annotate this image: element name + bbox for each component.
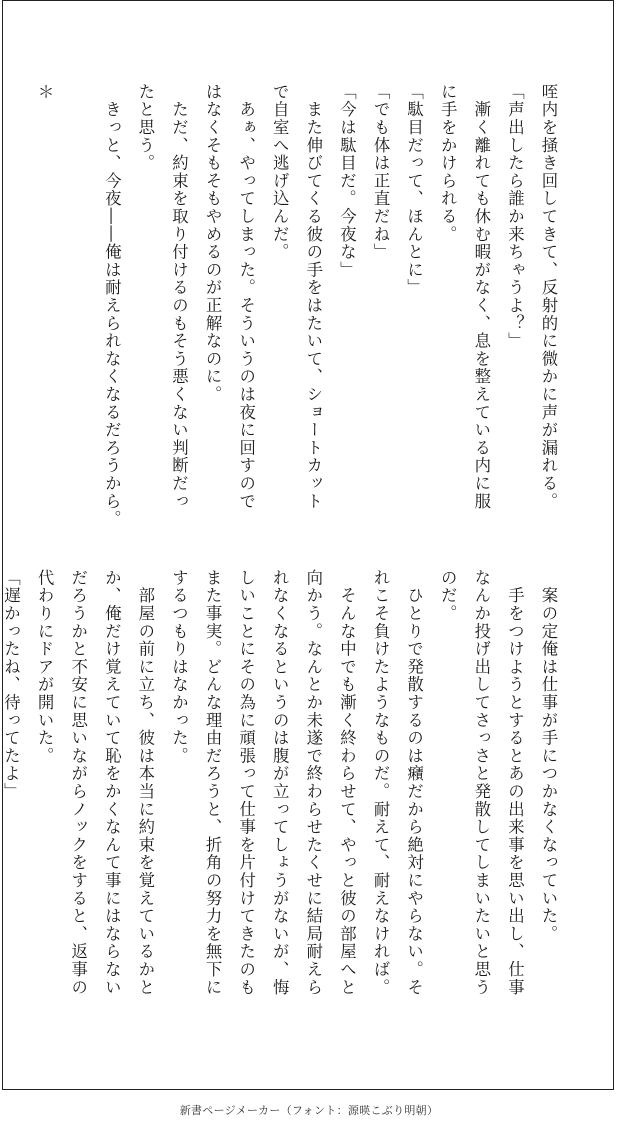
text-line: ＊ xyxy=(35,83,55,101)
text-line: なんか投げ出してさっさと発散してしまいたいと思う xyxy=(471,569,491,997)
book-page xyxy=(2,0,614,1090)
text-line: 咥内を掻き回してきて、反射的に微かに声が漏れる。 xyxy=(539,83,558,511)
text-line: 向かう。なんとか未遂で終わらせたくせに結局耐えら xyxy=(303,569,323,997)
text-line: しいことにその為に頑張って仕事を片付けてきたのも xyxy=(236,569,256,997)
text-line: れこそ負けたようなものだ。耐えて、耐えなければ。 xyxy=(371,569,391,997)
text-line: ひとりで発散するのは癪だから絶対にやらない。そ xyxy=(404,569,424,997)
text-line: あぁ、やってしまった。そういうのは夜に回すので xyxy=(236,83,256,511)
text-line: れなくなるというのは腹が立ってしょうがないが、悔 xyxy=(270,569,290,997)
text-line: で自室へ逃げ込んだ。 xyxy=(270,83,290,261)
text-line: また伸びてくる彼の手をはたいて、ショートカット xyxy=(303,83,323,511)
text-line: また事実。どんな理由だろうと、折角の努力を無下に xyxy=(203,569,223,997)
text-line: に手をかけられる。 xyxy=(438,83,458,244)
text-line: 漸く離れても休む暇がなく、息を整えている内に服 xyxy=(471,83,491,511)
text-line: そんな中でも漸く終わらせて、やっと彼の部屋へと xyxy=(337,569,357,997)
text-line: 手をつけようとするとあの出来事を思い出し、仕事 xyxy=(505,569,525,997)
text-line: 「遅かったね、待ってたよ」 xyxy=(1,569,21,801)
text-line xyxy=(61,83,95,543)
text-line: 「でも体は正直だね」 xyxy=(371,83,391,261)
text-line: たと思う。 xyxy=(135,83,155,172)
text-line: か、俺だけ覚えていて恥をかくなんて事にはならない xyxy=(102,569,122,997)
text-line: するつもりはなかった。 xyxy=(169,569,189,765)
text-column-top xyxy=(28,83,566,543)
text-line: きっと、今夜――俺は耐えられなくなるだろうから。 xyxy=(102,83,122,528)
text-line: 「声出したら誰か来ちゃうよ？」 xyxy=(505,83,525,350)
text-line: 「駄目だって、ほんとに」 xyxy=(404,83,424,297)
text-line: 「今は駄目だ。今夜な」 xyxy=(337,83,357,279)
text-line: 代わりにドアが開いた。 xyxy=(35,569,55,765)
text-line: はなくそもそもやめるのが正解なのに。 xyxy=(203,83,223,404)
text-column-bottom xyxy=(0,569,565,1029)
text-line: 案の定俺は仕事が手につかなくなっていた。 xyxy=(539,569,558,943)
text-line: だろうかと不安に思いながらノックをすると、返事の xyxy=(68,569,88,997)
text-line: 部屋の前に立ち、彼は本当に約束を覚えているかと xyxy=(135,569,155,997)
footer-credit: 新書ページメーカー（フォント：源暎こぶり明朝） xyxy=(179,1104,439,1117)
text-line: のだ。 xyxy=(438,569,458,623)
text-line: ただ、約束を取り付けるのもそう悪くない判断だっ xyxy=(169,83,189,511)
